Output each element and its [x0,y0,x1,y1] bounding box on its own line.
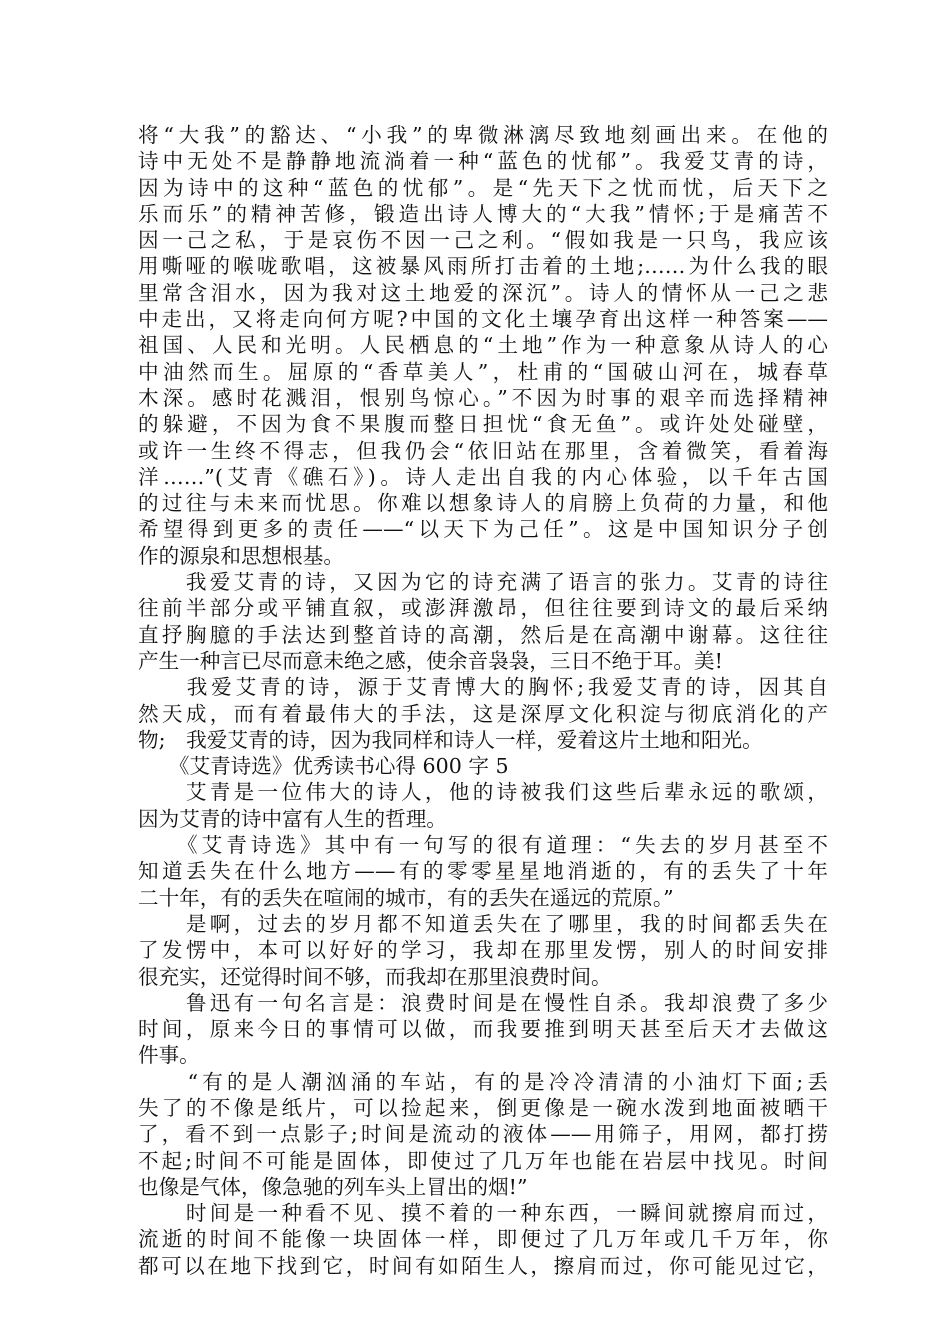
text-line: 的躲避，不因为食不果腹而整日担忧“食无鱼”。或许处处碰壁， [138,412,828,437]
text-line: 诗中无处不是静静地流淌着一种“蓝色的忧郁”。我爱艾青的诗， [138,149,828,174]
text-line: 因一己之私，于是哀伤不因一己之利。“假如我是一只鸟，我应该 [138,228,828,253]
text-line: 知道丢失在什么地方——有的零零星星地消逝的，有的丢失了十年 [138,859,828,884]
text-line: 洋……”(艾青《礁石》)。诗人走出自我的内心体验，以千年古国 [138,464,828,489]
text-line: 用嘶哑的喉咙歌唱，这被暴风雨所打击着的土地;……为什么我的眼 [138,254,828,279]
text-line: 中油然而生。屈原的“香草美人”，杜甫的“国破山河在，城春草 [138,359,828,384]
text-line: 了发愣中，本可以好好的学习，我却在那里发愣，别人的时间安排 [138,938,828,963]
section-heading: 《艾青诗选》优秀读书心得 600 字 5 [138,754,509,779]
text-line: 是啊，过去的岁月都不知道丢失在了哪里，我的时间都丢失在 [138,911,828,936]
text-line: 很充实，还觉得时间不够，而我却在那里浪费时间。 [138,964,612,989]
text-line: “有的是人潮汹涌的车站，有的是冷冷清清的小油灯下面;丢 [138,1069,828,1094]
text-line: 鲁迅有一句名言是：浪费时间是在慢性自杀。我却浪费了多少 [138,990,828,1015]
text-line: 《艾青诗选》其中有一句写的很有道理：“失去的岁月甚至不 [138,833,828,858]
text-line: 时间是一种看不见、摸不着的一种东西，一瞬间就擦肩而过， [138,1201,828,1226]
text-line: 二十年，有的丢失在喧闹的城市，有的丢失在遥远的荒原。” [138,885,674,910]
text-line: 往前半部分或平铺直叙，或澎湃激昂，但往往要到诗文的最后采纳 [138,596,828,621]
text-line: 乐而乐”的精神苦修，锻造出诗人博大的“大我”情怀;于是痛苦不 [138,201,828,226]
text-line: 因为艾青的诗中富有人生的哲理。 [138,806,447,831]
text-line: 失了的不像是纸片，可以捡起来，倒更像是一碗水泼到地面被晒干 [138,1095,828,1120]
text-line: 了，看不到一点影子;时间是流动的液体——用筛子，用网，都打捞 [138,1122,828,1147]
text-line: 因为诗中的这种“蓝色的忧郁”。是“先天下之忧而忧，后天下之 [138,175,828,200]
text-line: 将“大我”的豁达、“小我”的卑微淋漓尽致地刻画出来。在他的 [138,123,828,147]
text-line: 艾青是一位伟大的诗人，他的诗被我们这些后辈永远的歌颂， [138,780,828,805]
text-line: 时间，原来今日的事情可以做，而我要推到明天甚至后天才去做这 [138,1017,828,1042]
text-line: 然天成，而有着最伟大的手法，这是深厚文化积淀与彻底消化的产 [138,701,828,726]
text-line: 祖国、人民和光明。人民栖息的“土地”作为一种意象从诗人的心 [138,333,828,358]
text-line: 我爱艾青的诗，又因为它的诗充满了语言的张力。艾青的诗往 [138,570,828,595]
text-line: 作的源泉和思想根基。 [138,543,344,568]
text-line: 都可以在地下找到它，时间有如陌生人，擦肩而过，你可能见过它， [138,1253,828,1278]
text-line: 直抒胸臆的手法达到整首诗的高潮，然后是在高潮中谢幕。这往往 [138,622,828,647]
text-line: 的过往与未来而忧思。你难以想象诗人的肩膀上负荷的力量，和他 [138,491,828,516]
text-line: 或许一生终不得志，但我仍会“依旧站在那里，含着微笑，看着海 [138,438,828,463]
body-text [138,122,828,1279]
text-line: 希望得到更多的责任——“以天下为己任”。这是中国知识分子创 [138,517,828,542]
text-line: 流逝的时间不能像一块固体一样，即便过了几万年或几千万年，你 [138,1227,828,1252]
text-line: 中走出，又将走向何方呢?中国的文化土壤孕育出这样一种答案—— [138,307,828,332]
text-line: 木深。感时花溅泪，恨别鸟惊心。”不因为时事的艰辛而选择精神 [138,385,828,410]
text-line: 里常含泪水，因为我对这土地爱的深沉”。诗人的情怀从一己之悲 [138,280,828,305]
text-line: 也像是气体，像急驰的列车头上冒出的烟!” [138,1174,528,1199]
text-line: 我爱艾青的诗，源于艾青博大的胸怀;我爱艾青的诗，因其自 [138,675,828,700]
text-line: 物; 我爱艾青的诗，因为我同样和诗人一样，爱着这片土地和阳光。 [138,727,763,752]
text-line: 件事。 [138,1043,200,1068]
text-line: 产生一种言已尽而意未绝之感，使余音袅袅，三日不绝于耳。美! [138,648,723,673]
text-line: 不起;时间不可能是固体，即使过了几万年也能在岩层中找见。时间 [138,1148,828,1173]
